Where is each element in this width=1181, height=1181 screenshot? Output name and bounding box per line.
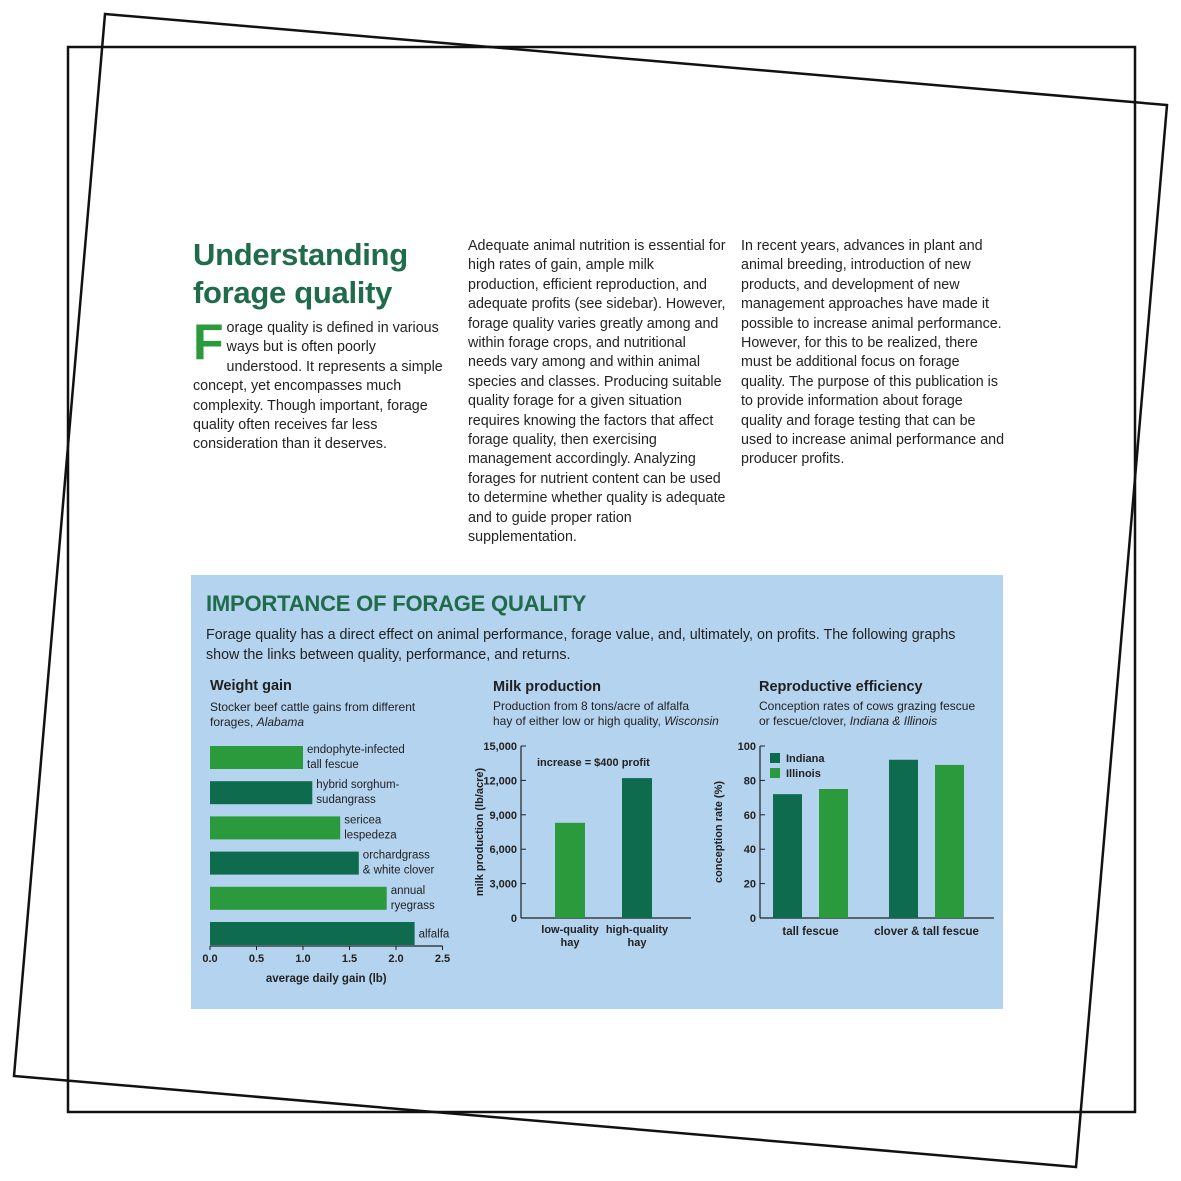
- article-title-line2: forage quality: [193, 275, 393, 310]
- milk-category-label: low-quality: [541, 924, 599, 936]
- weight-x-axis-title: average daily gain (lb): [265, 973, 387, 985]
- weight-x-tick-label: 2.5: [434, 953, 451, 965]
- weight-subtitle-plain: forages,: [210, 715, 257, 729]
- weight-category-label: endophyte-infected: [307, 744, 405, 756]
- weight-category-label: tall fescue: [307, 759, 359, 771]
- reproductive-efficiency-chart: [711, 735, 1001, 965]
- weight-category-label: annual: [390, 884, 426, 897]
- article-title: [193, 236, 408, 312]
- milk-annotation: increase = $400 profit: [537, 757, 650, 770]
- milk-category-label: hay: [627, 937, 647, 949]
- milk-y-tick-label: 9,000: [489, 809, 517, 822]
- repro-chart-subtitle: [759, 699, 999, 729]
- repro-y-tick-label: 0: [749, 913, 756, 925]
- milk-subtitle-line1: Production from 8 tons/acre of alfalfa: [493, 699, 690, 713]
- weight-bar: [210, 781, 312, 804]
- repro-y-tick-label: 40: [743, 844, 756, 857]
- weight-category-label: ryegrass: [390, 899, 435, 912]
- milk-subtitle-line2: [493, 714, 753, 729]
- drop-cap: F: [193, 314, 224, 370]
- sidebar-title: IMPORTANCE OF FORAGE QUALITY: [206, 591, 587, 616]
- milk-bar: [622, 778, 652, 918]
- repro-bar: [889, 760, 918, 918]
- repro-legend-swatch: [770, 753, 780, 763]
- repro-bar: [935, 765, 964, 918]
- importance-sidebar: [191, 575, 1003, 1009]
- milk-y-tick-label: 15,000: [483, 741, 517, 753]
- weight-subtitle-location: Alabama: [256, 715, 305, 729]
- milk-subtitle-plain: hay of either low or high quality,: [493, 714, 665, 728]
- weight-category-label: lespedeza: [344, 829, 397, 842]
- weight-x-tick-label: 1.0: [295, 953, 311, 965]
- weight-bar: [210, 887, 387, 910]
- repro-legend-swatch: [770, 768, 780, 778]
- milk-y-tick-label: 6,000: [489, 844, 517, 857]
- weight-category-label: sericea: [344, 814, 382, 827]
- milk-chart-subtitle: [493, 699, 753, 729]
- milk-category-label: high-quality: [605, 924, 669, 936]
- repro-y-tick-label: 80: [743, 775, 756, 788]
- repro-bar: [819, 789, 848, 918]
- milk-chart-title: Milk production: [493, 679, 601, 695]
- repro-subtitle-line1: Conception rates of cows grazing fescue: [759, 699, 976, 713]
- weight-x-tick-label: 2.0: [388, 953, 404, 965]
- milk-category-label: hay: [560, 937, 580, 949]
- column-1-text: orage quality is defined in various ways but is often poorly understood. It represents a simple concept, yet encompasses much complexity. Though important, forage quality often receives far less consideration than it deserves.: [193, 320, 443, 453]
- weight-category-label: orchardgrass: [362, 849, 430, 862]
- repro-y-axis-title: conception rate (%): [713, 780, 725, 884]
- repro-subtitle-location: Indiana & Illinois: [849, 714, 938, 728]
- repro-bar: [773, 794, 802, 918]
- weight-gain-chart: [191, 735, 481, 995]
- repro-chart-title: Reproductive efficiency: [759, 679, 923, 695]
- milk-y-tick-label: 3,000: [489, 878, 517, 891]
- weight-x-tick-label: 0.5: [248, 953, 265, 965]
- milk-production-chart: [461, 735, 751, 965]
- weight-chart-subtitle: [210, 700, 470, 730]
- repro-legend-label: Indiana: [786, 753, 825, 765]
- article-column-3: In recent years, advances in plant and animal breeding, introduction of new products, and development of new management approaches have made it possible to increase animal performance. However, for this to be realized, there must be additional focus on forage quality. The purpose of this publication is to provide information about forage quality and forage testing that can be used to increase animal performance and producer profits.: [741, 238, 1005, 468]
- sidebar-intro: Forage quality has a direct effect on animal performance, forage value, and, ultimately, on profits. The following graphs show the links between quality, performance, and returns.: [206, 627, 956, 663]
- weight-x-tick-label: 0.0: [202, 953, 218, 965]
- weight-chart-title: Weight gain: [210, 678, 292, 694]
- article-title-line1: Understanding: [193, 237, 408, 272]
- repro-legend-label: Illinois: [786, 768, 821, 780]
- repro-subtitle-plain: or fescue/clover,: [759, 714, 850, 728]
- milk-subtitle-location: Wisconsin: [664, 714, 719, 728]
- weight-subtitle-line2: [210, 715, 470, 730]
- milk-y-tick-label: 12,000: [483, 775, 517, 788]
- weight-x-tick-label: 1.5: [341, 953, 358, 965]
- weight-bar: [210, 852, 359, 875]
- repro-y-tick-label: 20: [743, 878, 756, 891]
- article-column-2: Adequate animal nutrition is essential for high rates of gain, ample milk production, efficient reproduction, and adequate profits (see sidebar). However, forage quality varies greatly among and within forage crops, and nutritional needs vary among and within animal species and classes. Producing suitable quality forage for a given situation requires knowing the factors that affect forage quality, then exercising management accordingly. Analyzing forages for nutrient content can be used to determine whether quality is adequate and to guide proper ration supplementation.: [468, 238, 726, 546]
- weight-subtitle-line1: Stocker beef cattle gains from different: [210, 700, 416, 714]
- milk-y-axis-title: milk production (lb/acre): [474, 767, 486, 897]
- weight-bar: [210, 922, 415, 945]
- weight-category-label: sudangrass: [316, 794, 376, 807]
- weight-category-label: & white clover: [362, 864, 435, 877]
- repro-y-tick-label: 60: [743, 809, 756, 822]
- milk-bar: [555, 823, 585, 918]
- weight-category-label: hybrid sorghum-: [316, 779, 400, 792]
- repro-category-label: clover & tall fescue: [874, 926, 979, 938]
- repro-subtitle-line2: [759, 714, 999, 729]
- repro-y-tick-label: 100: [737, 741, 756, 753]
- weight-bar: [210, 816, 340, 839]
- weight-bar: [210, 746, 303, 769]
- weight-category-label: alfalfa: [418, 928, 450, 941]
- milk-y-tick-label: 0: [510, 913, 517, 925]
- repro-category-label: tall fescue: [782, 926, 839, 938]
- article-column-1: [193, 314, 453, 455]
